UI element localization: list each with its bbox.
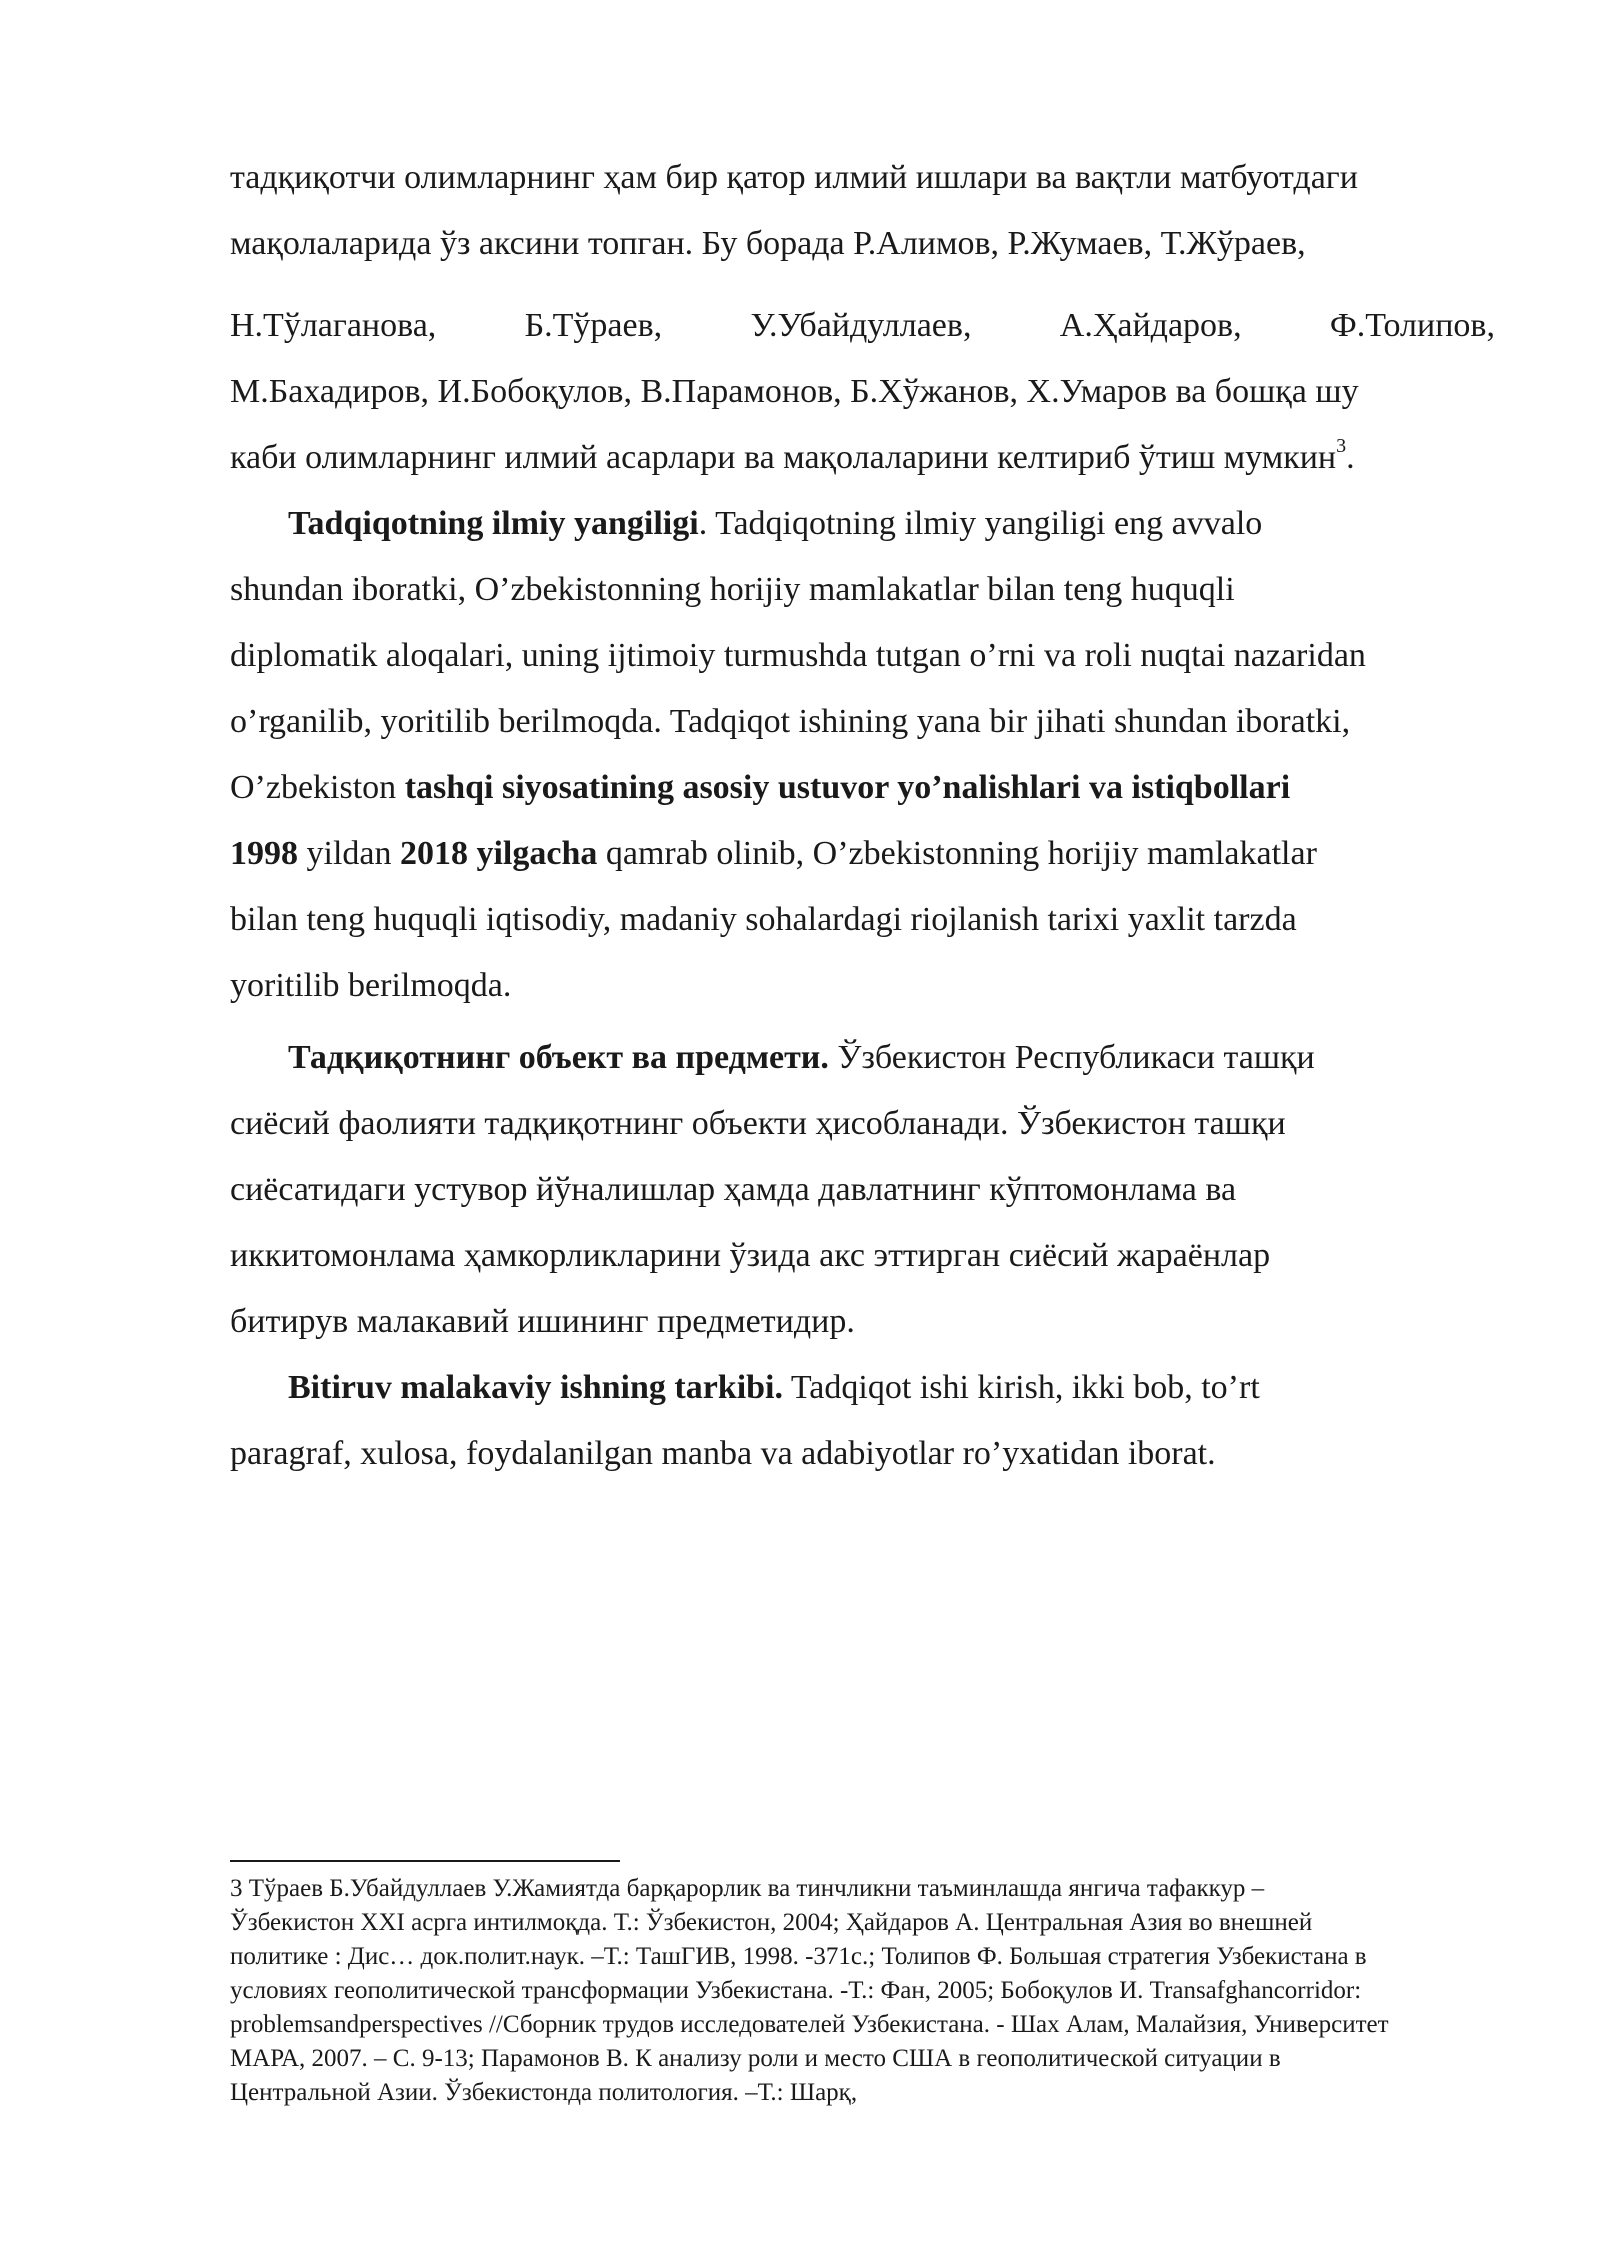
body-text: paragraf, xulosa, foydalanilgan manba va adabiyotlar ro’yxatidan iborat. — [230, 1435, 1216, 1472]
body-line — [230, 964, 1495, 1008]
footnote-line: 3 Тўраев Б.Убайдуллаев У.Жамиятда барқарорлик ва тинчликни таъминлашда янгича тафаккур – — [230, 1875, 1265, 1902]
body-text: битирув малакавий ишининг предметидир. — [230, 1303, 855, 1340]
body-text: каби олимларнинг илмий асарлари ва мақолаларини келтириб ўтиш мумкин — [230, 439, 1337, 476]
body-text: yildan — [298, 835, 400, 872]
body-text: Tadqiqot ishi kirish, ikki bob, to’rt — [783, 1369, 1260, 1406]
body-line — [230, 222, 1495, 266]
emphasis-text: 1998 — [230, 835, 298, 872]
body-text: . Tadqiqotning ilmiy yangiligi eng avvalo — [698, 505, 1263, 542]
body-text: o’rganilib, yoritilib berilmoqda. Tadqiqot ishining yana bir jihati shundan iboratki, — [230, 703, 1351, 740]
body-text: bilan teng huquqli iqtisodiy, madaniy sohalardagi riojlanish tarixi yaxlit tarzda — [230, 901, 1297, 938]
footnote-line: problemsandperspectives //Сборник трудов исследователей Узбекистана. - Шах Алам, Малайзия, Университет — [230, 2011, 1389, 2038]
section-heading: Tadqiqotning ilmiy yangiligi — [288, 505, 699, 542]
body-line — [230, 436, 1495, 480]
body-text: тадқиқотчи олимларнинг ҳам бир қатор илмий ишлари ва вақтли матбуотдаги — [230, 159, 1358, 196]
body-text: qamrab olinib, O’zbekistonning horijiy mamlakatlar — [597, 835, 1317, 872]
body-text: сиёсатидаги устувор йўналишлар ҳамда давлатнинг кўптомонлама ва — [230, 1171, 1237, 1208]
body-line — [288, 502, 1495, 546]
author-name: Ф.Толипов, — [1329, 307, 1495, 344]
body-text: O’zbekiston — [230, 769, 405, 806]
author-name: У.Убайдуллаев, — [750, 307, 972, 344]
footnote-line: Ўзбекистон XXI асрга интилмоқда. Т.: Ўзбекистон, 2004; Ҳайдаров А. Центральная Азия во внешней — [230, 1909, 1313, 1936]
body-line — [230, 1168, 1495, 1212]
body-line — [288, 1036, 1495, 1080]
body-line — [230, 1102, 1495, 1146]
author-name: А.Ҳайдаров, — [1059, 307, 1242, 344]
body-line — [230, 766, 1495, 810]
section-heading: Bitiruv malakaviy ishning tarkibi. — [288, 1369, 783, 1406]
section-heading: Тадқиқотнинг объект ва предмети. — [288, 1039, 829, 1076]
body-line — [230, 1300, 1495, 1344]
emphasis-text: tashqi siyosatining asosiy ustuvor yo’nalishlari va istiqbollari — [404, 769, 1291, 806]
body-line — [230, 370, 1495, 414]
body-line — [230, 832, 1495, 876]
body-text: М.Бахадиров, И.Бобоқулов, В.Парамонов, Б.Хўжанов, Х.Умаров ва бошқа шу — [230, 373, 1359, 410]
body-line — [230, 1432, 1495, 1476]
body-line — [230, 156, 1495, 200]
body-text: diplomatik aloqalari, uning ijtimoiy turmushda tutgan o’rni va roli nuqtai nazaridan — [230, 637, 1366, 674]
author-name: Н.Тўлаганова, — [230, 307, 437, 344]
footnote-separator — [230, 1860, 620, 1862]
body-line — [288, 1366, 1495, 1410]
body-text: иккитомонлама ҳамкорликларини ўзида акс эттирган сиёсий жараёнлар — [230, 1237, 1271, 1274]
footnote-line: МАРА, 2007. – С. 9-13; Парамонов В. К анализу роли и место США в геополитической ситуации в — [230, 2045, 1281, 2072]
body-line — [230, 700, 1495, 744]
body-text: Ўзбекистон Республикаси ташқи — [828, 1039, 1315, 1076]
emphasis-text: 2018 yilgacha — [399, 835, 598, 872]
author-name: Б.Тўраев, — [524, 307, 663, 344]
footnote-line: условиях геополитической трансформации Узбекистана. -Т.: Фан, 2005; Бобоқулов И. Transafghancorridor: — [230, 1977, 1362, 2004]
footnote-line: политике : Дис… док.полит.наук. –Т.: ТашГИВ, 1998. -371с.; Толипов Ф. Большая стратегия Узбекистана в — [230, 1943, 1367, 1970]
body-line — [230, 568, 1495, 612]
footnote-line: Центральной Азии. Ўзбекистонда политология. –Т.: Шарқ, — [230, 2079, 858, 2106]
body-line — [230, 1234, 1495, 1278]
body-text: . — [1346, 439, 1355, 476]
footnote-reference[interactable]: 3 — [1336, 434, 1347, 457]
body-text: сиёсий фаолияти тадқиқотнинг объекти ҳисобланади. Ўзбекистон ташқи — [230, 1105, 1286, 1142]
body-line — [230, 634, 1495, 678]
body-line — [230, 304, 1495, 348]
body-text: yoritilib berilmoqda. — [230, 967, 512, 1004]
body-text: shundan iboratki, O’zbekistonning horijiy mamlakatlar bilan teng huquqli — [230, 571, 1235, 608]
body-line — [230, 898, 1495, 942]
body-text: мақолаларида ўз аксини топган. Бу борада Р.Алимов, Р.Жумаев, Т.Жўраев, — [230, 225, 1306, 262]
